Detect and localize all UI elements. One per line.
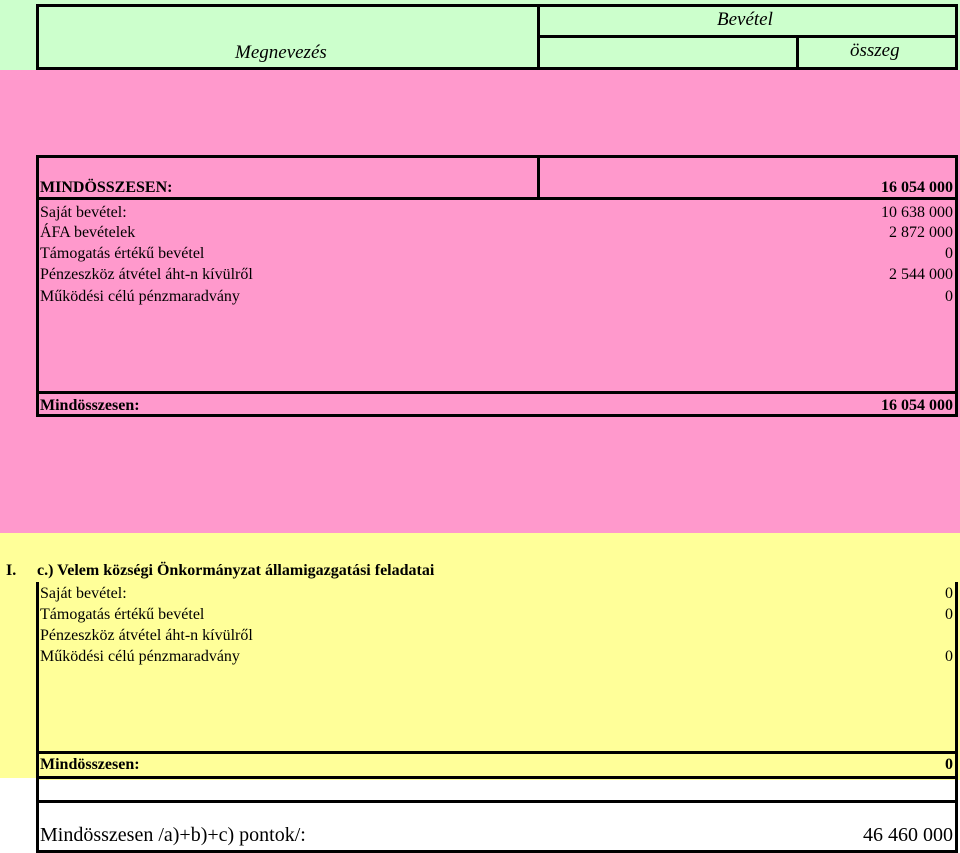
section-b-row-label: Saját bevétel:	[40, 204, 127, 221]
header-name-label: Megnevezés	[235, 42, 327, 63]
section-c-title: c.) Velem községi Önkormányzat államigazgatási feladatai	[37, 562, 435, 579]
blank-row-bottom-line	[36, 800, 958, 803]
section-c-sum-top-line	[36, 751, 958, 754]
section-c-row-value: 0	[945, 648, 953, 665]
section-b-total-line	[36, 197, 958, 200]
section-b-row-value: 10 638 000	[881, 204, 953, 221]
grand-total-value: 46 460 000	[863, 824, 953, 846]
section-b-row-value: 0	[945, 245, 953, 262]
section-c-row-label: Pénzeszköz átvétel áht-n kívülről	[40, 627, 253, 644]
section-c-row-value: 0	[945, 606, 953, 623]
section-b-row-label: Működési célú pénzmaradvány	[40, 288, 240, 305]
section-b-row-value: 0	[945, 288, 953, 305]
section-c-sum-label: Mindösszesen:	[40, 756, 140, 773]
section-b-total-label: MINDÖSSZESEN:	[40, 179, 173, 196]
section-b-row-label: ÁFA bevételek	[40, 224, 136, 241]
section-b-total-value: 16 054 000	[881, 179, 953, 196]
header-amount-divider	[796, 36, 799, 68]
grand-total-label: Mindösszesen /a)+b)+c) pontok/:	[40, 824, 306, 846]
header-group-label: Bevétel	[717, 9, 773, 30]
section-b-sum-value: 16 054 000	[881, 397, 953, 414]
header-group-divider	[539, 35, 958, 38]
section-b-row-value: 2 544 000	[889, 266, 953, 283]
section-b-table	[36, 155, 958, 417]
section-b-row-label: Pénzeszköz átvétel áht-n kívülről	[40, 266, 253, 283]
header-amount-label: összeg	[850, 40, 900, 61]
section-b-row-value: 2 872 000	[889, 224, 953, 241]
section-c-number: I.	[6, 562, 17, 579]
section-c-row-label: Támogatás értékű bevétel	[40, 606, 205, 623]
section-c-row-label: Működési célú pénzmaradvány	[40, 648, 240, 665]
section-b-sum-label: Mindösszesen:	[40, 397, 140, 414]
section-c-row-value: 0	[945, 585, 953, 602]
section-c-sum-bottom-line	[36, 776, 958, 779]
section-b-column-divider	[537, 157, 540, 199]
section-b-sum-line	[36, 391, 958, 394]
section-b-row-label: Támogatás értékű bevétel	[40, 245, 205, 262]
section-c-sum-value: 0	[945, 756, 953, 773]
section-c-row-label: Saját bevétel:	[40, 585, 127, 602]
